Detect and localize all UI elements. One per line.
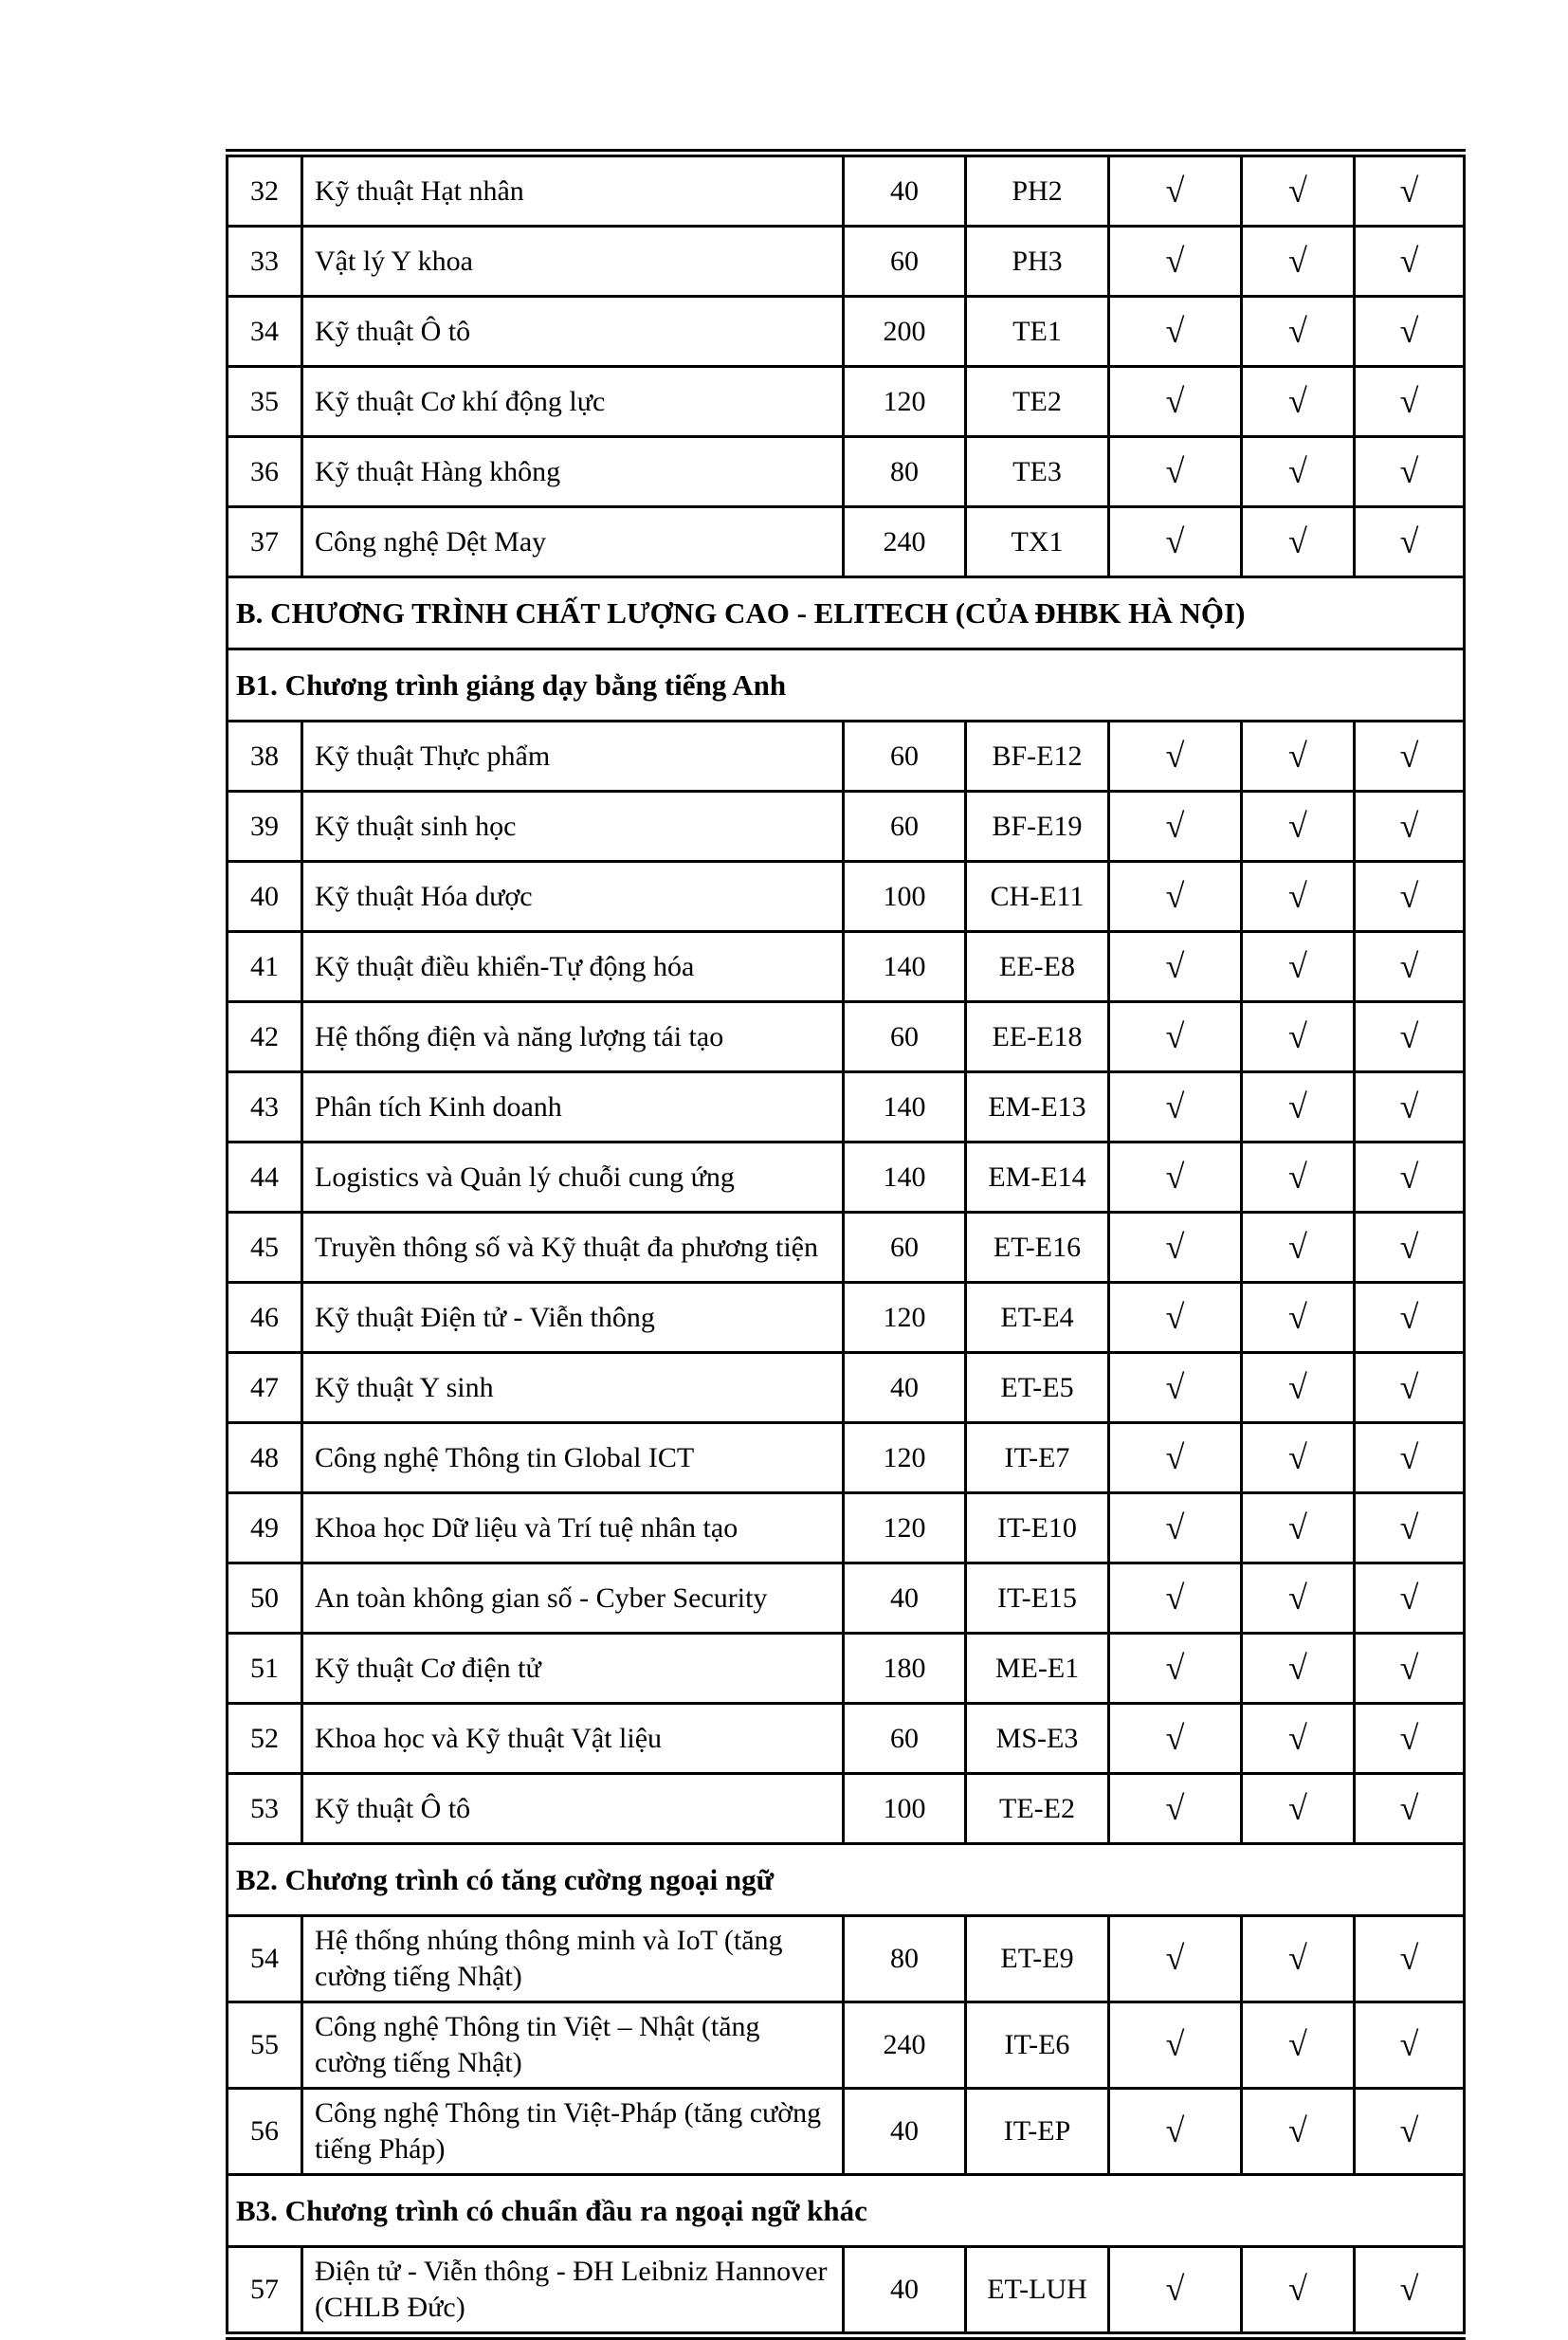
program-name-cell: Kỹ thuật Hóa dược [302,862,844,932]
row-number-cell: 55 [228,2002,302,2089]
program-code-cell: ET-E4 [966,1283,1109,1353]
check-cell [1109,154,1242,227]
quota-cell: 120 [844,1423,966,1493]
program-code-cell: EE-E8 [966,932,1109,1002]
check-cell [1242,722,1355,792]
quota-cell: 240 [844,2002,966,2089]
check-cell [1355,1283,1465,1353]
program-name-cell: Logistics và Quản lý chuỗi cung ứng [302,1143,844,1213]
row-number-cell: 47 [228,1353,302,1423]
program-code-cell: ET-E9 [966,1916,1109,2002]
table-row [228,297,1465,367]
check-cell [1355,227,1465,297]
checkmark-icon: √ [1399,1367,1419,1406]
program-code-cell: ET-LUH [966,2247,1109,2336]
check-cell [1109,1353,1242,1423]
table-row [228,1002,1465,1072]
check-cell [1242,1634,1355,1704]
checkmark-icon: √ [1165,1718,1185,1757]
check-cell [1109,1002,1242,1072]
checkmark-icon: √ [1399,311,1419,350]
checkmark-icon: √ [1399,1718,1419,1757]
quota-cell: 120 [844,367,966,437]
check-cell [1355,722,1465,792]
quota-cell: 80 [844,437,966,507]
section-header-cell: B1. Chương trình giảng dạy bằng tiếng Anh [228,649,1465,722]
check-cell [1242,2089,1355,2175]
checkmark-icon: √ [1399,381,1419,420]
checkmark-icon: √ [1288,876,1307,915]
checkmark-icon: √ [1288,1087,1307,1125]
table-row [228,1563,1465,1634]
checkmark-icon: √ [1399,1578,1419,1617]
row-number-cell: 44 [228,1143,302,1213]
check-cell [1355,1072,1465,1143]
checkmark-icon: √ [1288,1157,1307,1196]
quota-cell: 140 [844,1072,966,1143]
table-row [228,1072,1465,1143]
checkmark-icon: √ [1165,2025,1185,2063]
program-name-cell: Kỹ thuật Ô tô [302,297,844,367]
check-cell [1355,1774,1465,1844]
checkmark-icon: √ [1165,946,1185,985]
program-name-cell: Khoa học Dữ liệu và Trí tuệ nhân tạo [302,1493,844,1563]
program-name-cell: Kỹ thuật Hàng không [302,437,844,507]
program-code-cell: PH3 [966,227,1109,297]
program-code-cell: TE2 [966,367,1109,437]
check-cell [1242,792,1355,862]
checkmark-icon: √ [1288,521,1307,560]
check-cell [1242,154,1355,227]
checkmark-icon: √ [1165,1297,1185,1336]
checkmark-icon: √ [1288,1508,1307,1546]
checkmark-icon: √ [1399,876,1419,915]
table-row [228,437,1465,507]
check-cell [1242,297,1355,367]
check-cell [1109,2247,1242,2336]
checkmark-icon: √ [1288,381,1307,420]
row-number-cell: 53 [228,1774,302,1844]
row-number-cell: 36 [228,437,302,507]
check-cell [1355,1143,1465,1213]
row-number-cell: 43 [228,1072,302,1143]
program-name-cell: Kỹ thuật Thực phẩm [302,722,844,792]
row-number-cell: 40 [228,862,302,932]
check-cell [1355,297,1465,367]
check-cell [1109,2089,1242,2175]
program-name-cell: Kỹ thuật sinh học [302,792,844,862]
check-cell [1355,1916,1465,2002]
checkmark-icon: √ [1399,1297,1419,1336]
checkmark-icon: √ [1399,1437,1419,1476]
checkmark-icon: √ [1399,1016,1419,1055]
checkmark-icon: √ [1399,1939,1419,1977]
checkmark-icon: √ [1399,2270,1419,2308]
table-row [228,932,1465,1002]
check-cell [1109,1704,1242,1774]
quota-cell: 60 [844,1213,966,1283]
program-name-cell: Kỹ thuật điều khiển-Tự động hóa [302,932,844,1002]
table-row [228,1493,1465,1563]
check-cell [1109,367,1242,437]
table-row [228,227,1465,297]
checkmark-icon: √ [1399,1788,1419,1827]
checkmark-icon: √ [1399,1648,1419,1687]
program-code-cell: EM-E14 [966,1143,1109,1213]
table-row [228,1353,1465,1423]
check-cell [1355,1493,1465,1563]
quota-cell: 120 [844,1283,966,1353]
checkmark-icon: √ [1288,171,1307,210]
table-row [228,1213,1465,1283]
program-code-cell: EM-E13 [966,1072,1109,1143]
checkmark-icon: √ [1165,1578,1185,1617]
checkmark-icon: √ [1165,381,1185,420]
check-cell [1109,1563,1242,1634]
check-cell [1355,154,1465,227]
checkmark-icon: √ [1399,2025,1419,2063]
section-header-row [228,2175,1465,2247]
row-number-cell: 41 [228,932,302,1002]
quota-cell: 200 [844,297,966,367]
table-body [228,154,1465,2336]
program-name-cell: Kỹ thuật Cơ khí động lực [302,367,844,437]
table-row [228,1423,1465,1493]
checkmark-icon: √ [1288,451,1307,490]
program-code-cell: TX1 [966,507,1109,577]
quota-cell: 140 [844,932,966,1002]
checkmark-icon: √ [1165,1227,1185,1266]
checkmark-icon: √ [1165,171,1185,210]
check-cell [1109,1423,1242,1493]
check-cell [1242,1353,1355,1423]
check-cell [1242,227,1355,297]
checkmark-icon: √ [1165,1939,1185,1977]
program-name-cell: Công nghệ Dệt May [302,507,844,577]
checkmark-icon: √ [1288,1016,1307,1055]
quota-cell: 40 [844,1563,966,1634]
table-row [228,2247,1465,2336]
quota-cell: 40 [844,1353,966,1423]
checkmark-icon: √ [1165,2270,1185,2308]
check-cell [1355,1423,1465,1493]
checkmark-icon: √ [1165,876,1185,915]
quota-cell: 60 [844,722,966,792]
program-code-cell: EE-E18 [966,1002,1109,1072]
check-cell [1355,2089,1465,2175]
quota-cell: 80 [844,1916,966,2002]
program-name-cell: Điện tử - Viễn thông - ĐH Leibniz Hannover (CHLB Đức) [302,2247,844,2336]
row-number-cell: 37 [228,507,302,577]
check-cell [1109,297,1242,367]
check-cell [1242,1283,1355,1353]
check-cell [1242,1704,1355,1774]
table-row [228,862,1465,932]
check-cell [1109,792,1242,862]
check-cell [1242,1143,1355,1213]
checkmark-icon: √ [1288,2111,1307,2149]
row-number-cell: 35 [228,367,302,437]
checkmark-icon: √ [1288,1227,1307,1266]
program-code-cell: TE3 [966,437,1109,507]
program-code-cell: IT-E7 [966,1423,1109,1493]
row-number-cell: 45 [228,1213,302,1283]
check-cell [1242,932,1355,1002]
check-cell [1109,862,1242,932]
checkmark-icon: √ [1399,2111,1419,2149]
row-number-cell: 32 [228,154,302,227]
program-name-cell: Kỹ thuật Cơ điện tử [302,1634,844,1704]
program-code-cell: TE1 [966,297,1109,367]
section-header-cell: B. CHƯƠNG TRÌNH CHẤT LƯỢNG CAO - ELITECH (CỦA ĐHBK HÀ NỘI) [228,577,1465,649]
check-cell [1242,2002,1355,2089]
program-name-cell: Công nghệ Thông tin Global ICT [302,1423,844,1493]
quota-cell: 120 [844,1493,966,1563]
row-number-cell: 56 [228,2089,302,2175]
table-row [228,2089,1465,2175]
check-cell [1355,1563,1465,1634]
table-row [228,1704,1465,1774]
check-cell [1109,1213,1242,1283]
table-row [228,367,1465,437]
table-row [228,792,1465,862]
row-number-cell: 54 [228,1916,302,2002]
row-number-cell: 38 [228,722,302,792]
program-code-cell: BF-E12 [966,722,1109,792]
checkmark-icon: √ [1165,1087,1185,1125]
check-cell [1109,1634,1242,1704]
quota-cell: 60 [844,1704,966,1774]
check-cell [1109,227,1242,297]
check-cell [1109,507,1242,577]
check-cell [1355,792,1465,862]
program-code-cell: IT-E15 [966,1563,1109,1634]
program-code-cell: MS-E3 [966,1704,1109,1774]
check-cell [1242,367,1355,437]
table-row [228,2002,1465,2089]
checkmark-icon: √ [1165,311,1185,350]
section-header-row [228,649,1465,722]
section-header-cell: B3. Chương trình có chuẩn đầu ra ngoại ngữ khác [228,2175,1465,2247]
checkmark-icon: √ [1288,946,1307,985]
row-number-cell: 48 [228,1423,302,1493]
checkmark-icon: √ [1399,1227,1419,1266]
check-cell [1355,367,1465,437]
quota-cell: 100 [844,1774,966,1844]
row-number-cell: 50 [228,1563,302,1634]
checkmark-icon: √ [1288,241,1307,280]
section-header-row [228,1844,1465,1916]
program-name-cell: Kỹ thuật Hạt nhân [302,154,844,227]
check-cell [1109,1072,1242,1143]
program-code-cell: ME-E1 [966,1634,1109,1704]
program-name-cell: Kỹ thuật Y sinh [302,1353,844,1423]
check-cell [1242,1072,1355,1143]
check-cell [1109,2002,1242,2089]
check-cell [1109,1283,1242,1353]
checkmark-icon: √ [1165,451,1185,490]
check-cell [1355,1634,1465,1704]
quota-cell: 240 [844,507,966,577]
checkmark-icon: √ [1399,171,1419,210]
quota-cell: 40 [844,2247,966,2336]
check-cell [1242,1493,1355,1563]
checkmark-icon: √ [1165,1367,1185,1406]
check-cell [1109,932,1242,1002]
check-cell [1355,1704,1465,1774]
checkmark-icon: √ [1165,1016,1185,1055]
program-code-cell: ET-E5 [966,1353,1109,1423]
checkmark-icon: √ [1165,1788,1185,1827]
table-row [228,1774,1465,1844]
checkmark-icon: √ [1165,241,1185,280]
checkmark-icon: √ [1399,736,1419,775]
check-cell [1355,437,1465,507]
checkmark-icon: √ [1288,1718,1307,1757]
program-code-cell: PH2 [966,154,1109,227]
checkmark-icon: √ [1399,946,1419,985]
program-code-cell: BF-E19 [966,792,1109,862]
checkmark-icon: √ [1288,1788,1307,1827]
program-name-cell: Vật lý Y khoa [302,227,844,297]
check-cell [1242,1423,1355,1493]
table-row [228,1143,1465,1213]
checkmark-icon: √ [1288,1578,1307,1617]
checkmark-icon: √ [1165,1508,1185,1546]
check-cell [1242,1213,1355,1283]
check-cell [1355,1353,1465,1423]
checkmark-icon: √ [1165,1648,1185,1687]
quota-cell: 180 [844,1634,966,1704]
table-row [228,507,1465,577]
row-number-cell: 46 [228,1283,302,1353]
check-cell [1242,1916,1355,2002]
checkmark-icon: √ [1165,806,1185,845]
program-code-cell: CH-E11 [966,862,1109,932]
row-number-cell: 51 [228,1634,302,1704]
checkmark-icon: √ [1288,2025,1307,2063]
program-name-cell: Khoa học và Kỹ thuật Vật liệu [302,1704,844,1774]
quota-cell: 60 [844,1002,966,1072]
program-name-cell: Kỹ thuật Ô tô [302,1774,844,1844]
row-number-cell: 57 [228,2247,302,2336]
check-cell [1355,862,1465,932]
checkmark-icon: √ [1288,1297,1307,1336]
check-cell [1242,507,1355,577]
quota-cell: 40 [844,2089,966,2175]
program-name-cell: Hệ thống nhúng thông minh và IoT (tăng cường tiếng Nhật) [302,1916,844,2002]
checkmark-icon: √ [1288,311,1307,350]
row-number-cell: 52 [228,1704,302,1774]
check-cell [1242,1563,1355,1634]
checkmark-icon: √ [1399,1508,1419,1546]
checkmark-icon: √ [1399,521,1419,560]
check-cell [1242,2247,1355,2336]
check-cell [1355,507,1465,577]
check-cell [1355,1213,1465,1283]
checkmark-icon: √ [1288,806,1307,845]
table-row [228,1283,1465,1353]
check-cell [1355,932,1465,1002]
check-cell [1109,722,1242,792]
section-header-cell: B2. Chương trình có tăng cường ngoại ngữ [228,1844,1465,1916]
checkmark-icon: √ [1399,1087,1419,1125]
checkmark-icon: √ [1288,1367,1307,1406]
checkmark-icon: √ [1288,1437,1307,1476]
program-name-cell: An toàn không gian số - Cyber Security [302,1563,844,1634]
table-row [228,1916,1465,2002]
check-cell [1109,1143,1242,1213]
program-name-cell: Phân tích Kinh doanh [302,1072,844,1143]
row-number-cell: 34 [228,297,302,367]
checkmark-icon: √ [1399,806,1419,845]
checkmark-icon: √ [1399,451,1419,490]
program-code-cell: IT-E6 [966,2002,1109,2089]
check-cell [1109,1493,1242,1563]
row-number-cell: 49 [228,1493,302,1563]
table-row [228,154,1465,227]
program-code-cell: IT-EP [966,2089,1109,2175]
program-code-cell: TE-E2 [966,1774,1109,1844]
program-code-cell: IT-E10 [966,1493,1109,1563]
check-cell [1242,437,1355,507]
checkmark-icon: √ [1288,1648,1307,1687]
quota-cell: 40 [844,154,966,227]
checkmark-icon: √ [1165,1157,1185,1196]
section-header-row [228,577,1465,649]
row-number-cell: 33 [228,227,302,297]
admission-programs-table [226,149,1466,2340]
check-cell [1109,1916,1242,2002]
check-cell [1355,2247,1465,2336]
program-name-cell: Công nghệ Thông tin Việt – Nhật (tăng cường tiếng Nhật) [302,2002,844,2089]
quota-cell: 100 [844,862,966,932]
program-name-cell: Hệ thống điện và năng lượng tái tạo [302,1002,844,1072]
checkmark-icon: √ [1399,1157,1419,1196]
check-cell [1355,1002,1465,1072]
checkmark-icon: √ [1288,1939,1307,1977]
quota-cell: 60 [844,792,966,862]
check-cell [1109,1774,1242,1844]
checkmark-icon: √ [1288,2270,1307,2308]
row-number-cell: 39 [228,792,302,862]
program-name-cell: Công nghệ Thông tin Việt-Pháp (tăng cường tiếng Pháp) [302,2089,844,2175]
check-cell [1242,1002,1355,1072]
quota-cell: 60 [844,227,966,297]
checkmark-icon: √ [1165,2111,1185,2149]
checkmark-icon: √ [1165,521,1185,560]
table-row [228,1634,1465,1704]
checkmark-icon: √ [1165,736,1185,775]
check-cell [1242,862,1355,932]
table-row [228,722,1465,792]
row-number-cell: 42 [228,1002,302,1072]
checkmark-icon: √ [1165,1437,1185,1476]
check-cell [1355,2002,1465,2089]
check-cell [1109,437,1242,507]
checkmark-icon: √ [1288,736,1307,775]
checkmark-icon: √ [1399,241,1419,280]
program-code-cell: ET-E16 [966,1213,1109,1283]
quota-cell: 140 [844,1143,966,1213]
program-name-cell: Kỹ thuật Điện tử - Viễn thông [302,1283,844,1353]
check-cell [1242,1774,1355,1844]
program-name-cell: Truyền thông số và Kỹ thuật đa phương tiện [302,1213,844,1283]
